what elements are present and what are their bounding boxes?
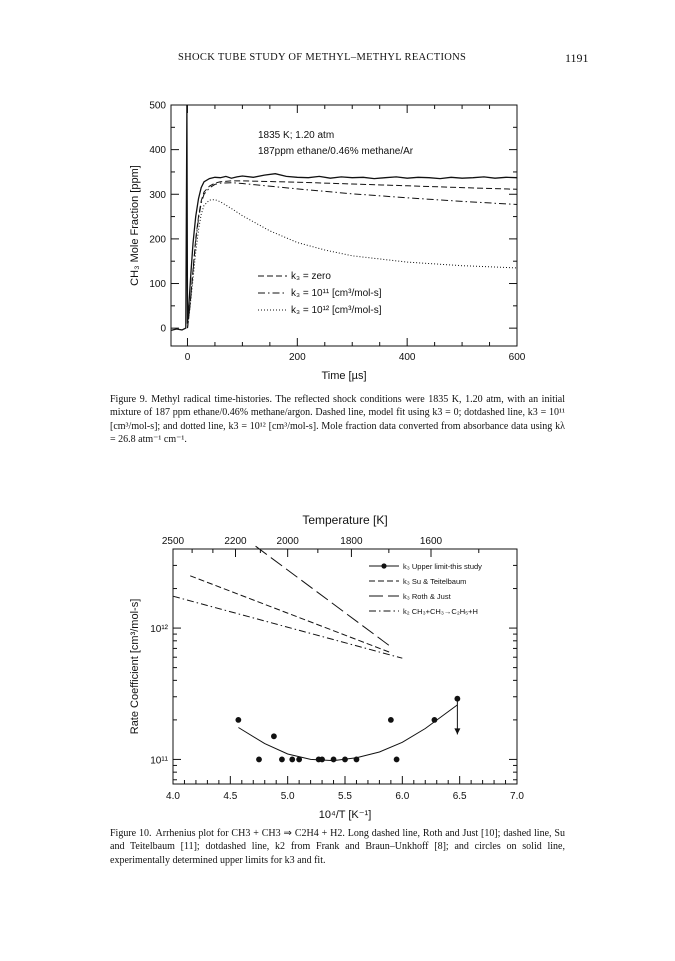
page-number: 1191 [565,51,589,65]
figure-10-caption-label: Figure 10. [110,828,152,839]
legend-label: k₃ = zero [291,271,331,282]
data-point [296,757,302,763]
y-tick-label: 300 [149,189,166,201]
x-axis-label: 10⁴/T [K⁻¹] [318,809,372,821]
y-tick-label: 10¹² [150,624,168,636]
x-tick-label: 4.5 [223,791,238,802]
figure-9-caption-text: Methyl radical time-histories. The reflected shock conditions were 1835 K, 1.20 atm, with an initial mixture of 187 ppm ethane/0.46% methane/argon. Dashed line, model fit using k3 = 0; dotdashed line, k3 = 10¹¹ [cm³/mol-s]; and dotted line, k3 = 10¹² [cm³/mol-s]. Mole fraction data converted from absorbance data using kλ = 26.8 atm⁻¹ cm⁻¹. [110,394,566,445]
top-tick-label: 2000 [276,536,299,547]
y-tick-label: 200 [149,234,166,246]
x-tick-label: 7.0 [510,791,524,802]
legend-label: k₃ Su & Teitelbaum [403,577,467,586]
top-tick-label: 2500 [161,536,185,547]
legend-label: k₃ = 10¹² [cm³/mol-s] [291,305,382,316]
upper-limit-arrow-head [454,728,460,734]
x-tick-label: 6.5 [452,791,467,802]
data-point [394,757,400,763]
x-tick-label: 0 [184,352,191,363]
data-point [289,757,295,763]
data-point [342,757,348,763]
conditions-annotation: 1835 K; 1.20 atm [258,130,335,141]
y-tick-label: 500 [149,100,166,112]
legend-label: k₃ Upper limit-this study [403,562,482,571]
y-tick-label: 400 [149,145,166,157]
x-tick-label: 5.0 [280,791,295,802]
reference-line [190,576,391,653]
legend-label: k₂ CH₃+CH₃→C₂H₅+H [403,607,478,616]
top-tick-label: 2200 [224,536,247,547]
data-point [432,717,438,723]
reference-line [173,596,402,658]
x-axis-label: Time [µs] [321,370,367,382]
top-tick-label: 1800 [340,536,363,547]
legend-swatch-marker [381,563,386,568]
figure-9-caption-label: Figure 9. [110,394,148,405]
data-point [271,733,277,739]
x-tick-label: 600 [508,352,526,363]
legend-label: k₃ = 10¹¹ [cm³/mol-s] [291,288,382,299]
figure-10-caption [110,827,565,867]
data-point [388,717,394,723]
figure-9-chart [0,96,675,391]
y-tick-label: 100 [149,279,166,291]
x-tick-label: 4.0 [166,791,180,802]
figure-9-caption [110,393,565,446]
figure-10-caption-text: Arrhenius plot for CH3 + CH3 ⇒ C2H4 + H2. Long dashed line, Roth and Just [10]; dashed line, Su and Teitelbaum [11]; dotdashed line, k2 from Frank and Braun–Unkhoff [8]; and circles on solid line, experimentally determined upper limits for k3 and fit. [110,828,565,866]
data-point [256,757,262,763]
y-tick-label: 0 [160,323,166,335]
running-head [0,52,675,68]
data-point [279,757,285,763]
running-title: SHOCK TUBE STUDY OF METHYL–METHYL REACTIONS [178,52,467,63]
data-point [319,757,325,763]
figure-10-chart [0,505,675,823]
legend-label: k₃ Roth & Just [403,592,451,601]
top-axis-label: Temperature [K] [302,513,388,527]
mixture-annotation: 187ppm ethane/0.46% methane/Ar [258,146,414,157]
y-axis-label: Rate Coefficient [cm³/mol-s] [129,598,141,735]
y-tick-label: 10¹¹ [150,755,168,767]
x-tick-label: 5.5 [338,791,352,802]
top-tick-label: 1600 [419,536,443,547]
x-tick-label: 200 [288,352,306,363]
data-point [354,757,360,763]
data-point [235,717,241,723]
data-point [331,757,337,763]
y-axis-label: CH₃ Mole Fraction [ppm] [129,165,141,286]
x-tick-label: 400 [398,352,416,363]
fit-curve [238,705,457,761]
x-tick-label: 6.0 [395,791,410,802]
